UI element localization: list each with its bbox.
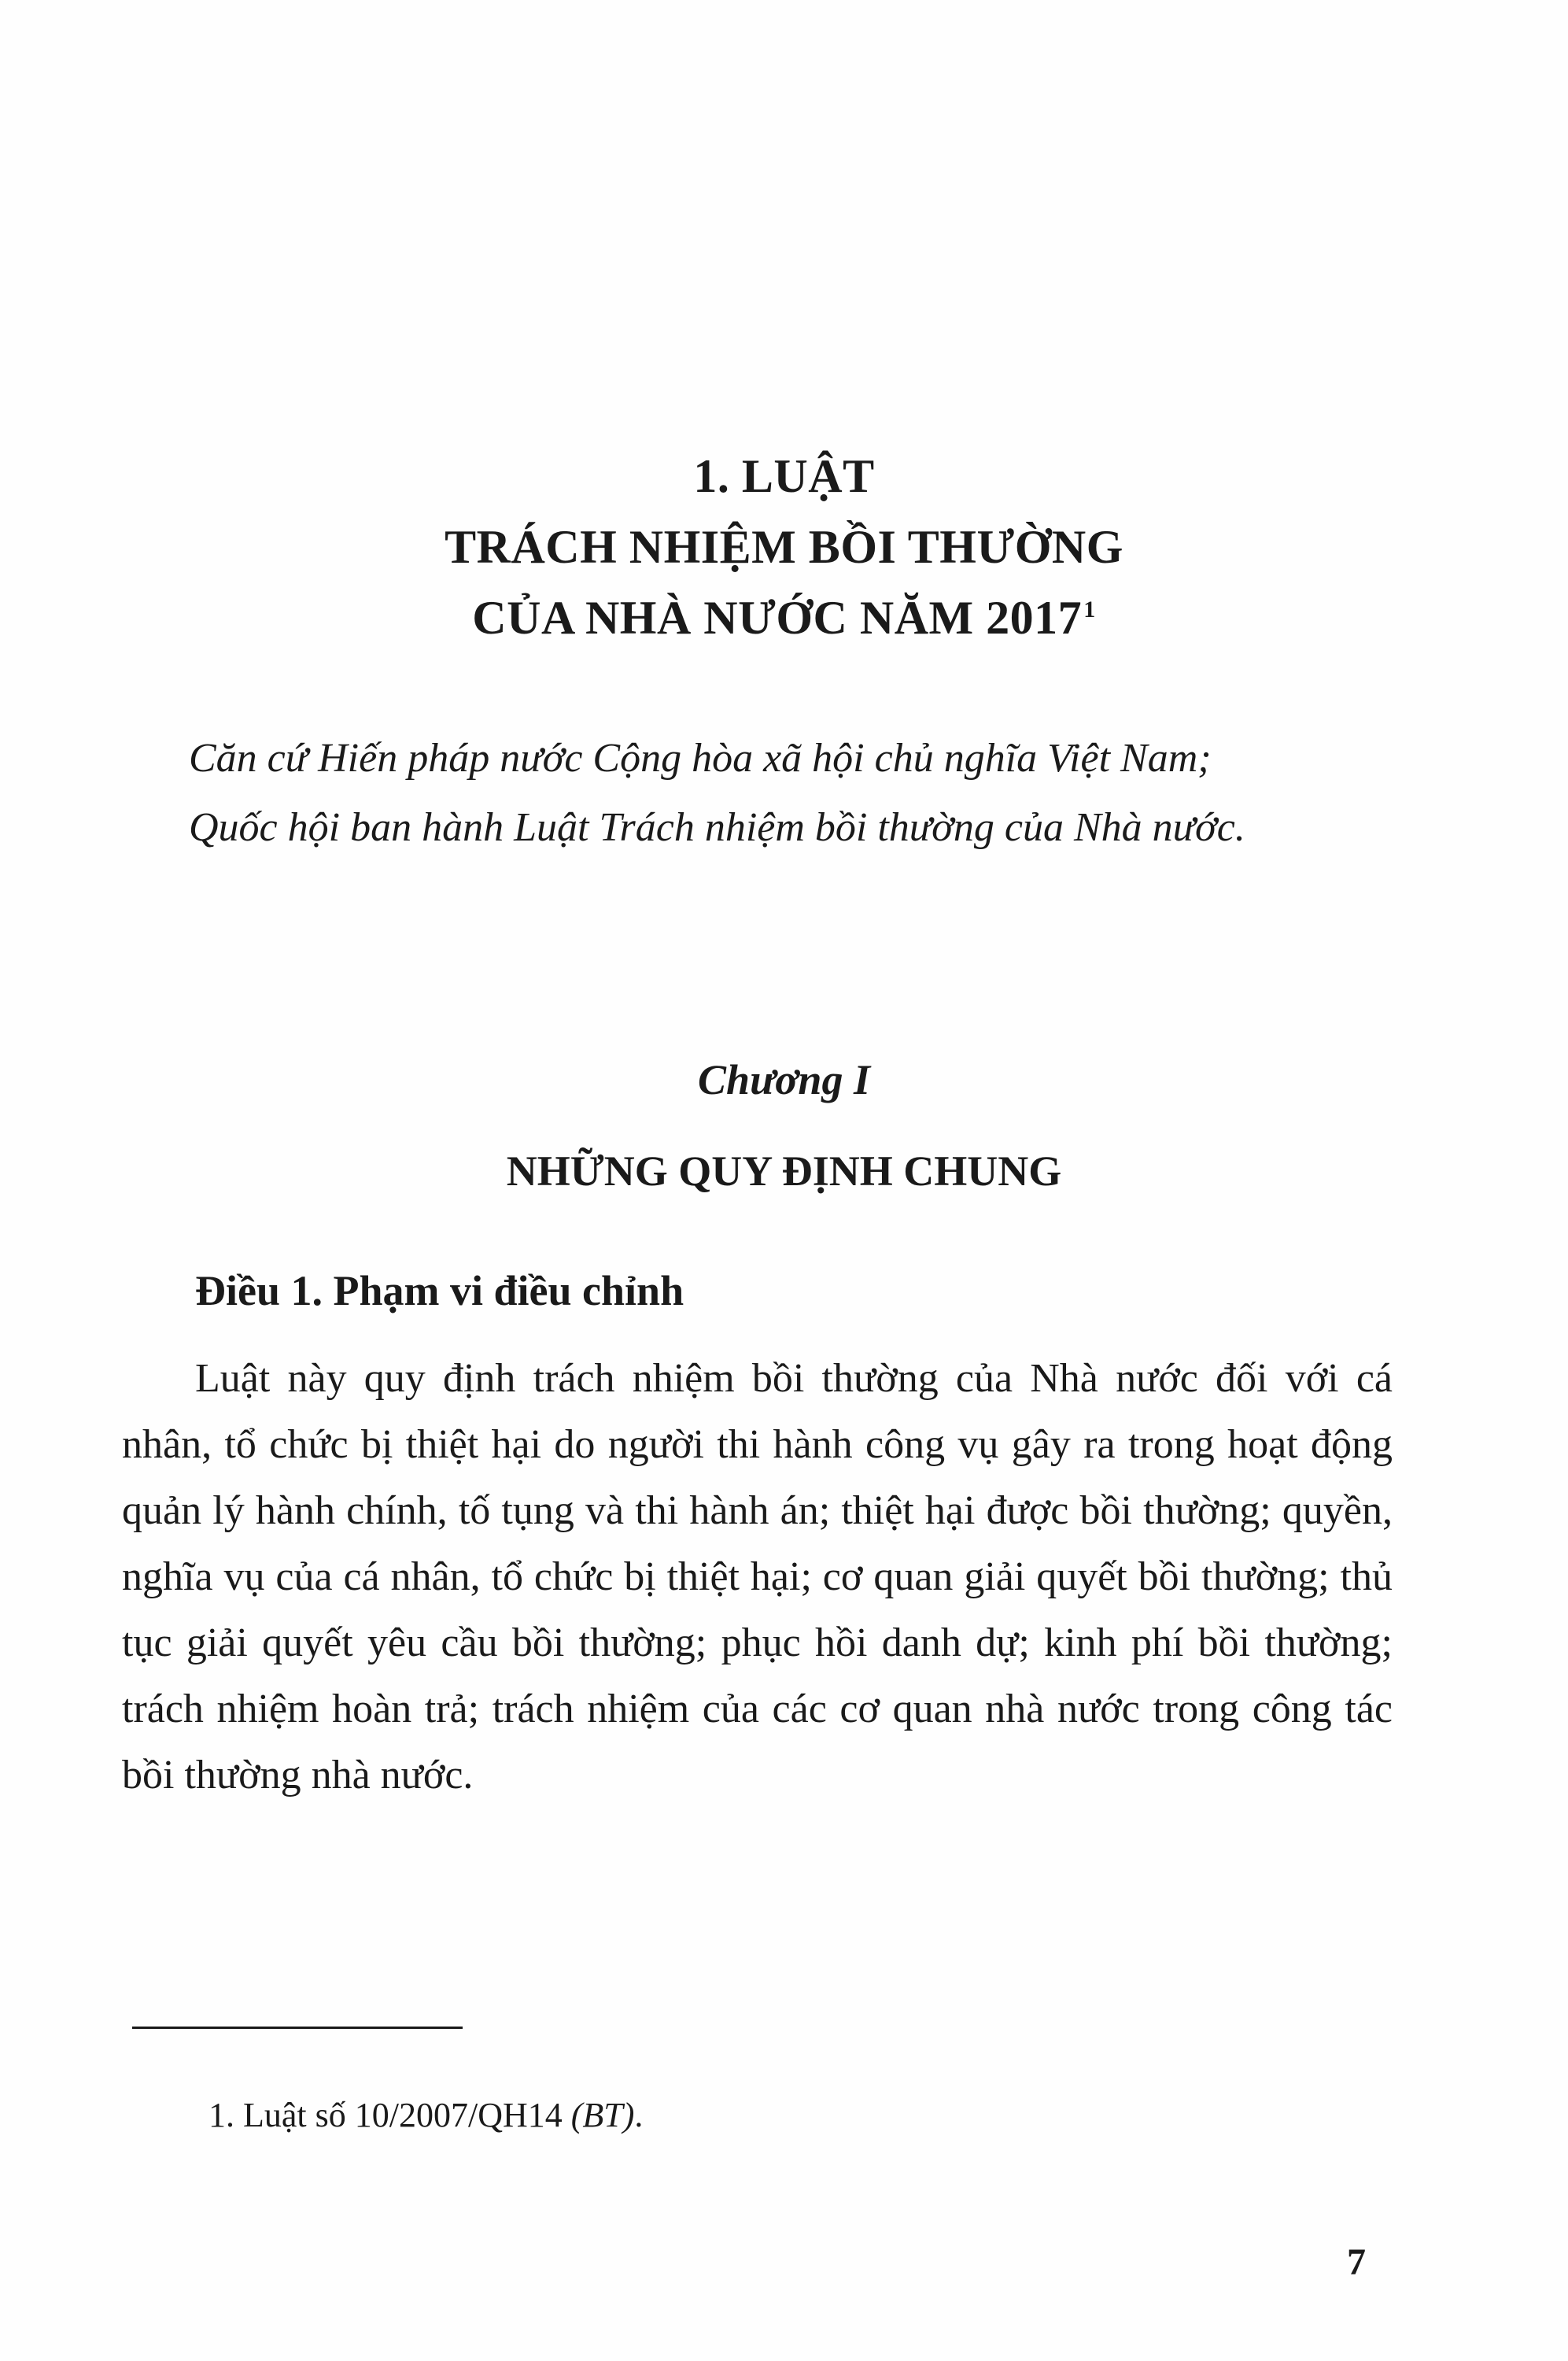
footnote-end: . [634, 2096, 644, 2134]
preamble-paragraph-1: Căn cứ Hiến pháp nước Cộng hòa xã hội chủ nghĩa Việt Nam; [189, 736, 1212, 781]
footnote-italic-suffix: (BT) [570, 2096, 635, 2134]
title-footnote-marker: 1 [1083, 597, 1096, 623]
article-body: Luật này quy định trách nhiệm bồi thường của Nhà nước đối với cá nhân, tổ chức bị thiệt hại do người thi hành công vụ gây ra trong hoạt động quản lý hành chính, tố tụng và thi hành án; thiệt hại được bồi thường; quyền, nghĩa vụ của cá nhân, tổ chức bị thiệt hại; cơ quan giải quyết bồi thường; thủ tục giải quyết yêu cầu bồi thường; phục hồi danh dự; kinh phí bồi thường; trách nhiệm hoàn trả; trách nhiệm của các cơ quan nhà nước trong công tác bồi thường nhà nước. [122, 1356, 1393, 1798]
footnote [208, 2092, 643, 2139]
footnote-text: 1. Luật số 10/2007/QH14 [208, 2096, 563, 2134]
title-line-3 [0, 582, 1568, 653]
preamble-paragraph-2: Quốc hội ban hành Luật Trách nhiệm bồi thường của Nhà nước. [189, 805, 1245, 850]
chapter-title: NHỮNG QUY ĐỊNH CHUNG [506, 1147, 1062, 1195]
law-title [0, 441, 1568, 653]
page-number: 7 [1347, 2241, 1366, 2283]
title-line-1: 1. LUẬT [693, 450, 875, 502]
title-line-2: TRÁCH NHIỆM BỒI THƯỜNG [445, 521, 1123, 573]
chapter-label: Chương I [698, 1056, 870, 1103]
title-line-3-text: CỦA NHÀ NƯỚC NĂM 2017 [472, 592, 1083, 644]
article-heading: Điều 1. Phạm vi điều chỉnh [195, 1267, 684, 1314]
preamble [189, 724, 1393, 863]
footnote-divider [132, 2027, 463, 2029]
